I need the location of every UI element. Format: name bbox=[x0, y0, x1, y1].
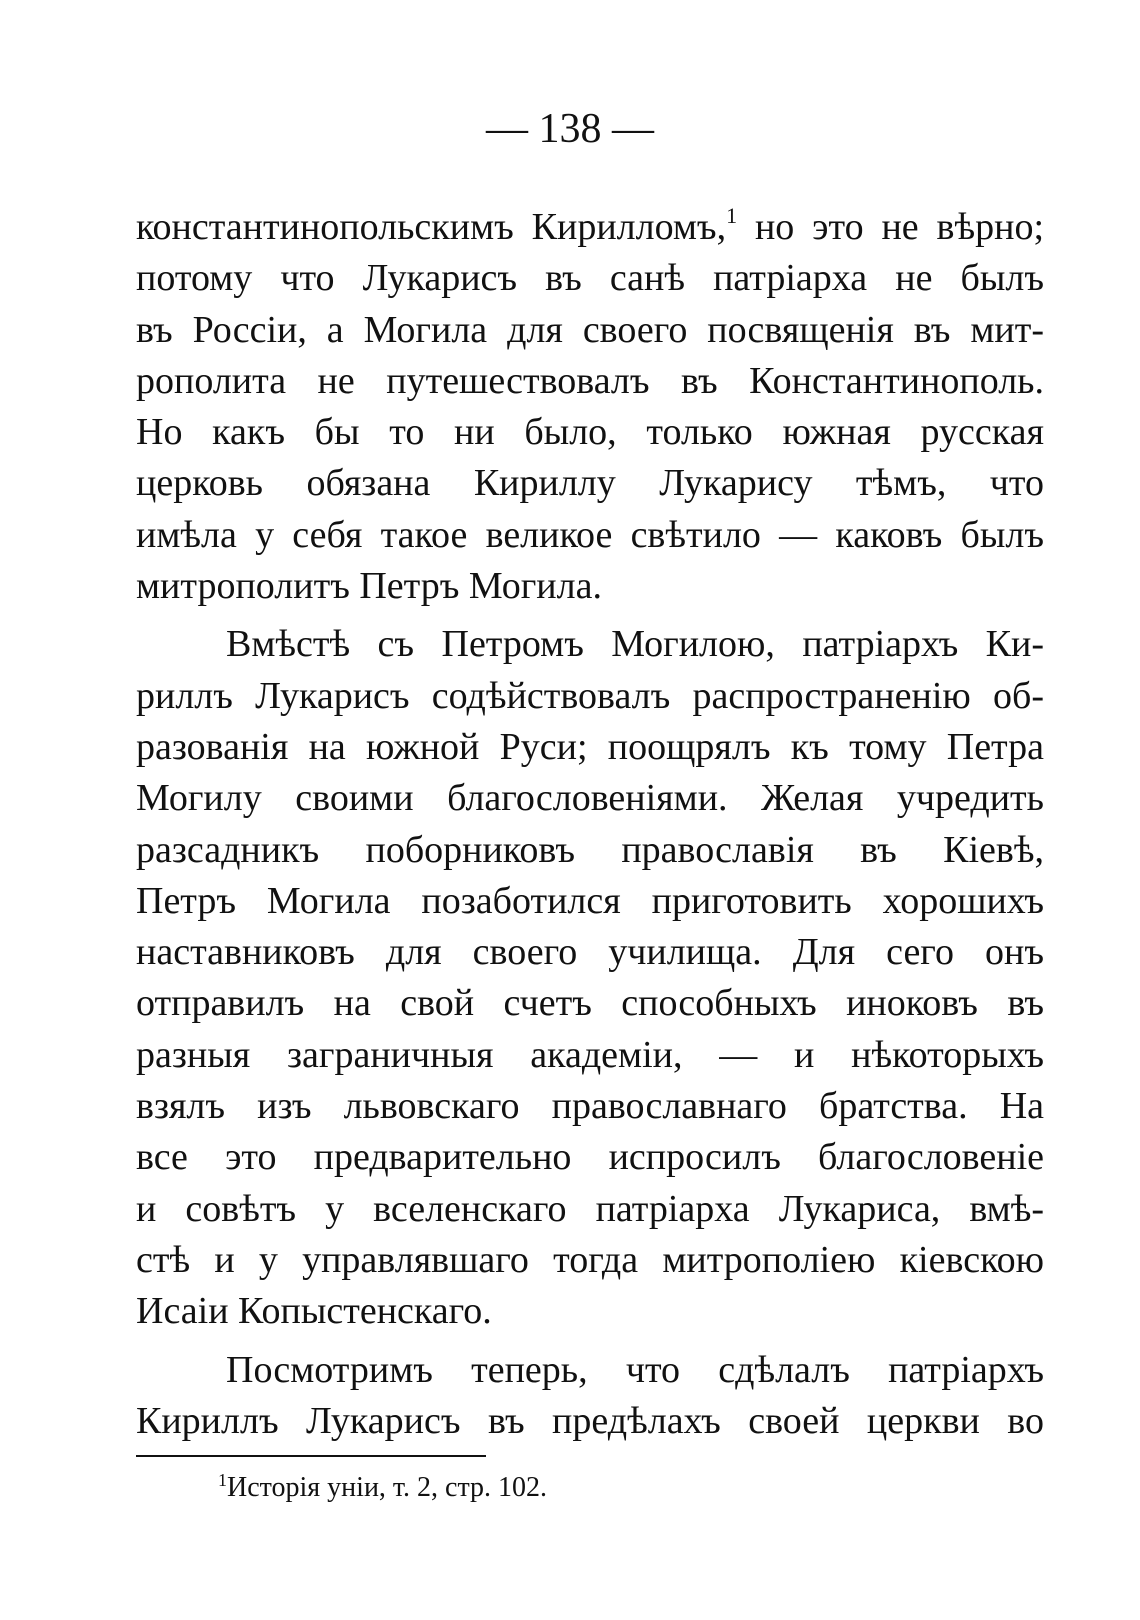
text-line bbox=[136, 1030, 1044, 1081]
line-text: стѣ и у управлявшаго тогда митрополіею кіевскою bbox=[136, 1238, 1044, 1281]
text-line bbox=[136, 407, 1044, 458]
text-line bbox=[136, 1184, 1044, 1235]
footnote-mark: 1 bbox=[218, 1470, 227, 1490]
text-line bbox=[136, 773, 1044, 824]
paragraph-gap bbox=[136, 612, 1044, 619]
line-text: рополита не путешествовалъ въ Константинополь. bbox=[136, 359, 1044, 402]
text-line bbox=[136, 561, 1044, 612]
line-text: Посмотримъ теперь, что сдѣлалъ патріархъ bbox=[226, 1348, 1044, 1391]
page-number: — 138 — bbox=[486, 106, 654, 152]
text-line bbox=[136, 825, 1044, 876]
line-text: разованія на южной Руси; поощрялъ къ тому Петра bbox=[136, 725, 1044, 768]
line-text: Но какъ бы то ни было, только южная русская bbox=[136, 411, 1044, 454]
text-line bbox=[136, 202, 1044, 253]
footnote-text: Исторія уніи, т. 2, стр. 102. bbox=[227, 1472, 548, 1503]
line-text: разныя заграничныя академіи, — и нѣкоторыхъ bbox=[136, 1033, 1044, 1076]
text-line bbox=[136, 356, 1044, 407]
line-text: и совѣтъ у вселенскаго патріарха Лукариса, вмѣ- bbox=[136, 1187, 1044, 1230]
text-line bbox=[136, 619, 1044, 670]
line-text: Петръ Могила позаботился приготовить хорошихъ bbox=[136, 879, 1044, 922]
text-line bbox=[136, 927, 1044, 978]
footnote-reference: 1 bbox=[726, 203, 738, 228]
text-line bbox=[136, 1345, 1044, 1396]
line-text: Могилу своими благословеніями. Желая учредить bbox=[136, 777, 1044, 820]
line-text: все это предварительно испросилъ благословеніе bbox=[136, 1136, 1044, 1179]
text-line bbox=[136, 510, 1044, 561]
footnote bbox=[218, 1470, 548, 1503]
line-text: Кириллъ Лукарисъ въ предѣлахъ своей церкви во bbox=[136, 1399, 1044, 1442]
line-text: разсадникъ поборниковъ православія въ Кіевѣ, bbox=[136, 828, 1044, 871]
text-line bbox=[136, 1132, 1044, 1183]
line-text: митрополитъ Петръ Могила. bbox=[136, 565, 602, 608]
line-text: взялъ изъ львовскаго православнаго братства. На bbox=[136, 1085, 1044, 1128]
text-line bbox=[136, 1235, 1044, 1286]
line-text: потому что Лукарисъ въ санѣ патріарха не былъ bbox=[136, 257, 1044, 300]
line-text: Исаіи Копыстенскаго. bbox=[136, 1290, 492, 1333]
text-line bbox=[136, 305, 1044, 356]
text-line bbox=[136, 722, 1044, 773]
line-text: отправилъ на свой счетъ способныхъ иноковъ въ bbox=[136, 982, 1044, 1025]
line-text-continued: но это не вѣрно; bbox=[737, 206, 1044, 248]
line-text: церковь обязана Кириллу Лукарису тѣмъ, что bbox=[136, 462, 1044, 505]
text-line bbox=[136, 1396, 1044, 1447]
footnote-rule bbox=[136, 1455, 486, 1457]
line-text: риллъ Лукарисъ содѣйствовалъ распространенію об- bbox=[136, 674, 1044, 717]
body-text bbox=[136, 202, 1044, 1447]
line-text: наставниковъ для своего училища. Для сего онъ bbox=[136, 931, 1044, 974]
text-line bbox=[136, 458, 1044, 509]
text-line bbox=[136, 978, 1044, 1029]
line-text: Вмѣстѣ съ Петромъ Могилою, патріархъ Ки- bbox=[226, 623, 1044, 666]
text-line bbox=[136, 253, 1044, 304]
text-line bbox=[136, 1081, 1044, 1132]
text-line bbox=[136, 671, 1044, 722]
line-text: константинопольскимъ Кирилломъ, bbox=[136, 206, 727, 248]
text-line bbox=[136, 1286, 1044, 1337]
text-line bbox=[136, 876, 1044, 927]
paragraph-gap bbox=[136, 1338, 1044, 1345]
line-text: въ Россіи, а Могила для своего посвященія въ мит- bbox=[136, 308, 1044, 351]
line-text: имѣла у себя такое великое свѣтило — каковъ былъ bbox=[136, 513, 1044, 556]
